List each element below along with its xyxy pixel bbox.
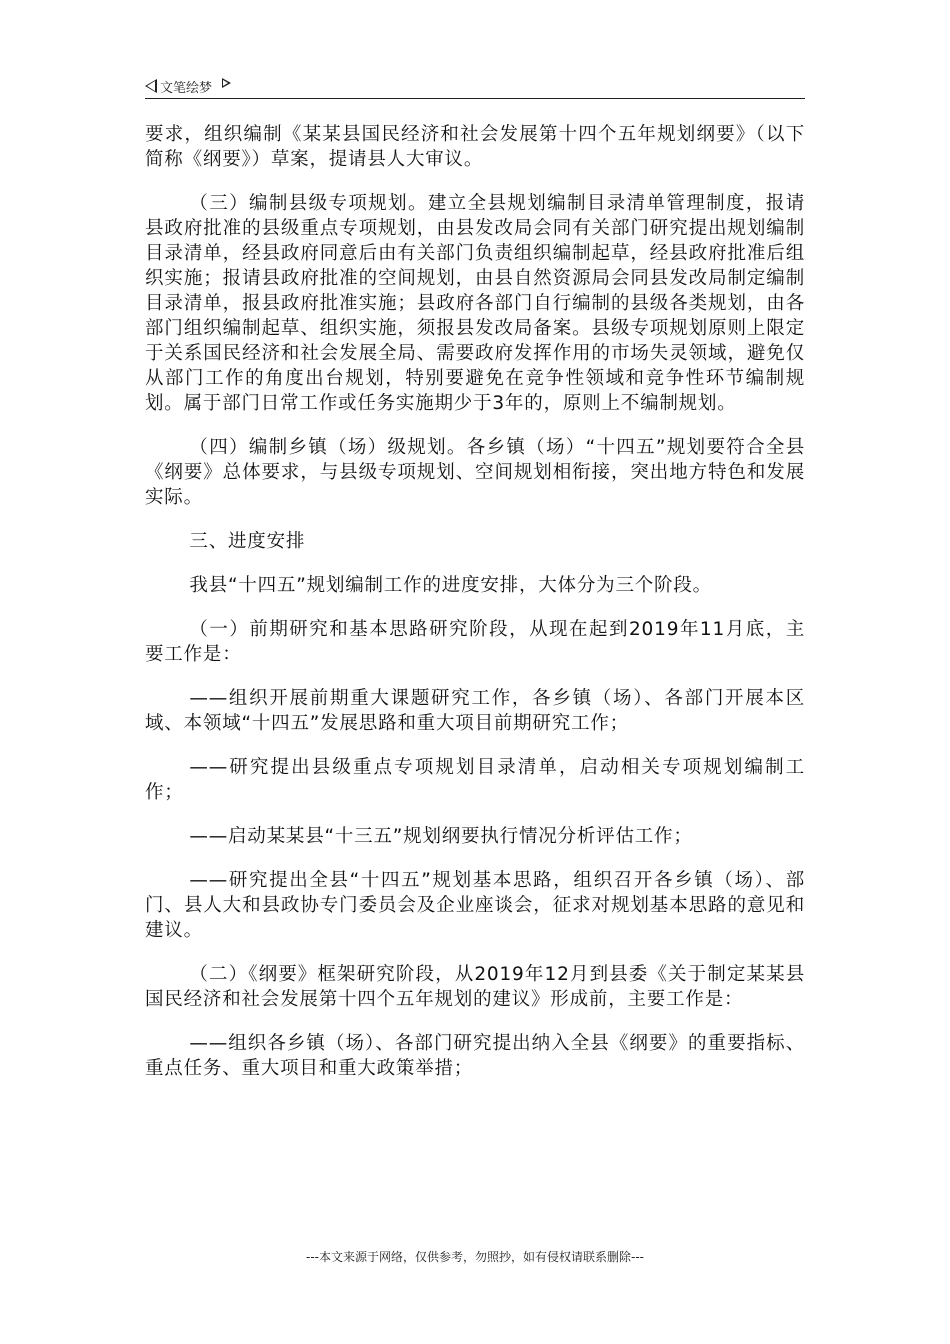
page-header: [145, 74, 805, 99]
list-item: ——组织各乡镇（场）、各部门研究提出纳入全县《纲要》的重要指标、重点任务、重大项目和重大政策举措；: [145, 1033, 805, 1079]
paragraph: （二）《纲要》框架研究阶段，从2019年12月到县委《关于制定某某县国民经济和社会发展第十四个五年规划的建议》形成前，主要工作是：: [145, 964, 805, 1010]
left-triangle-icon: [145, 79, 157, 93]
list-item: ——研究提出全县“十四五”规划基本思路，组织召开各乡镇（场）、部门、县人大和县政协专门委员会及企业座谈会，征求对规划基本思路的意见和建议。: [145, 870, 805, 941]
header-title: 文笔绘梦: [160, 80, 213, 96]
paragraph: 我县“十四五”规划编制工作的进度安排，大体分为三个阶段。: [189, 575, 712, 596]
paragraph: （四）编制乡镇（场）级规划。各乡镇（场）“十四五”规划要符合全县《纲要》总体要求，与县级专项规划、空间规划相衔接，突出地方特色和发展实际。: [145, 437, 805, 508]
paragraph: （三）编制县级专项规划。建立全县规划编制目录清单管理制度，报请县政府批准的县级重点专项规划，由县发改局会同有关部门研究提出规划编制目录清单，经县政府同意后由有关部门负责组织编制起草，经县政府批准后组织实施；报请县政府批准的空间规划，由县自然资源局会同县发改局制定编制目录清单，报县政府批准实施；县政府各部门自行编制的县级各类规划，由各部门组织编制起草、组织实施，须报县发改局备案。县级专项规划原则上限定于关系国民经济和社会发展全局、需要政府发挥作用的市场失灵领域，避免仅从部门工作的角度出台规划，特别要避免在竞争性领域和竞争性环节编制规划。属于部门日常工作或任务实施期少于3年的，原则上不编制规划。: [145, 193, 805, 414]
list-item: ——启动某某县“十三五”规划纲要执行情况分析评估工作；: [189, 826, 693, 847]
paragraph: 要求，组织编制《某某县国民经济和社会发展第十四个五年规划纲要》（以下简称《纲要》）草案，提请县人大审议。: [145, 124, 805, 170]
right-triangle-icon: [222, 78, 231, 88]
list-item: ——研究提出县级重点专项规划目录清单，启动相关专项规划编制工作；: [145, 757, 805, 803]
document-body: [145, 122, 805, 1100]
page-footer: ---本文来源于网络，仅供参考，勿照抄，如有侵权请联系删除---: [306, 1250, 644, 1264]
list-item: ——组织开展前期重大课题研究工作，各乡镇（场）、各部门开展本区域、本领域“十四五”发展思路和重大项目前期研究工作；: [145, 688, 805, 734]
paragraph: （一）前期研究和基本思路研究阶段，从现在起到2019年11月底，主要工作是：: [145, 619, 805, 665]
section-heading: 三、进度安排: [189, 531, 306, 552]
